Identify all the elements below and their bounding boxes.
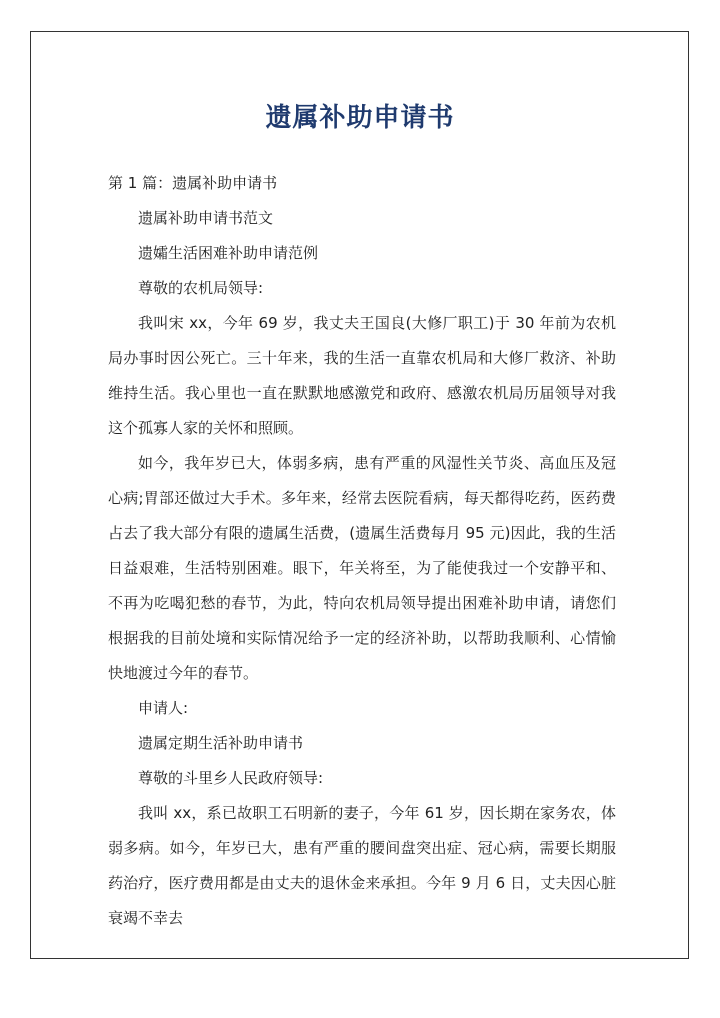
paragraph-4: 尊敬的农机局领导: — [138, 279, 264, 297]
paragraph-3: 遗孀生活困难补助申请范例 — [138, 244, 319, 262]
paragraph-6: 如今，我年岁已大，体弱多病，患有严重的风湿性关节炎、高血压及冠心病;胃部还做过大手术。多年来，经常去医院看病，每天都得吃药，医药费占去了我大部分有限的遗属生活费，(遗属生活费每月 95 元)因此，我的生活日益艰难，生活特别困难。眼下，年关将至，为了能使我过一个安静平和、不再为吃喝犯愁的春节，为此，特向农机局领导提出困难补助申请，请您们根据我的目前处境和实际情况给予一定的经济补助，以帮助我顺利、心情愉快地渡过今年的春节。 — [108, 454, 616, 682]
paragraph-8: 遗属定期生活补助申请书 — [138, 734, 304, 752]
paragraph-5: 我叫宋 xx，今年 69 岁，我丈夫王国良(大修厂职工)于 30 年前为农机局办事时因公死亡。三十年来，我的生活一直靠农机局和大修厂救济、补助维持生活。我心里也一直在默默地感激党和政府、感激农机局历届领导对我这个孤寡人家的关怀和照顾。 — [108, 314, 616, 437]
paragraph-9: 尊敬的斗里乡人民政府领导: — [138, 769, 324, 787]
document-title: 遗属补助申请书 — [265, 103, 455, 133]
paragraph-2: 遗属补助申请书范文 — [138, 209, 274, 227]
paragraph-1: 第 1 篇：遗属补助申请书 — [108, 174, 278, 192]
document-body — [108, 166, 616, 936]
paragraph-7: 申请人: — [138, 699, 189, 717]
paragraph-10: 我叫 xx，系已故职工石明新的妻子，今年 61 岁，因长期在家务农，体弱多病。如今，年岁已大，患有严重的腰间盘突出症、冠心病，需要长期服药治疗，医疗费用都是由丈夫的退休金来承担。今年 9 月 6 日，丈夫因心脏衰竭不幸去 — [108, 804, 616, 927]
